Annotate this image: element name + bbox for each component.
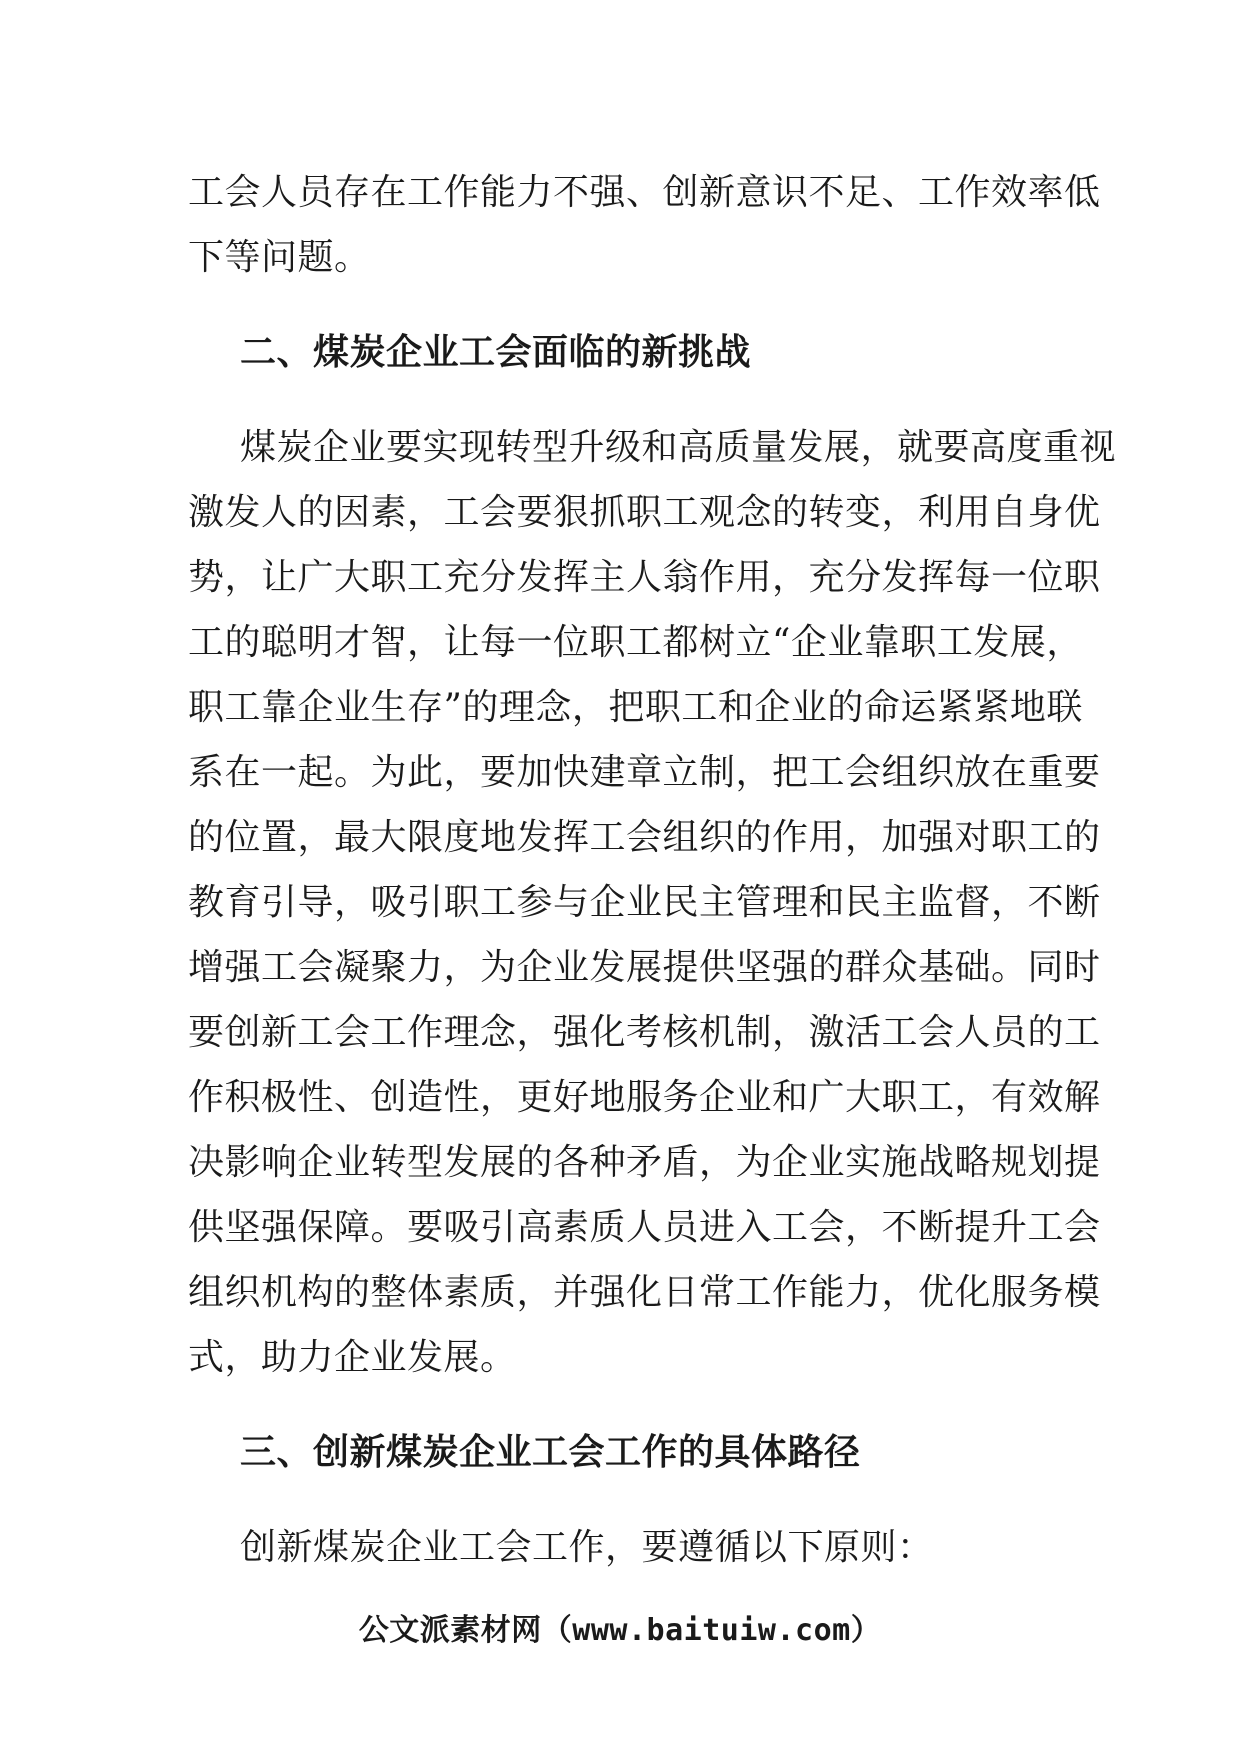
paragraph-line: 职工靠企业生存”的理念，把职工和企业的命运紧紧地联 bbox=[188, 687, 1083, 728]
document-body bbox=[188, 160, 1117, 1580]
paragraph-line: 创新煤炭企业工会工作，要遵循以下原则： bbox=[240, 1527, 934, 1568]
paragraph-line: 组织机构的整体素质，并强化日常工作能力，优化服务模 bbox=[188, 1272, 1101, 1313]
section-paragraph bbox=[188, 415, 1117, 1390]
paragraph-line: 作积极性、创造性，更好地服务企业和广大职工，有效解 bbox=[188, 1077, 1101, 1118]
footer-site-name: 公文派素材网 bbox=[358, 1613, 542, 1648]
footer-watermark bbox=[0, 1605, 1240, 1649]
section-heading: 二、煤炭企业工会面临的新挑战 bbox=[240, 332, 752, 373]
paragraph-line: 系在一起。为此，要加快建章立制，把工会组织放在重要 bbox=[188, 752, 1101, 793]
paragraph-line: 势，让广大职工充分发挥主人翁作用，充分发挥每一位职 bbox=[188, 557, 1101, 598]
paragraph-line: 式，助力企业发展。 bbox=[188, 1337, 517, 1378]
paragraph-line: 工的聪明才智，让每一位职工都树立“企业靠职工发展， bbox=[188, 622, 1083, 663]
paragraph-line: 增强工会凝聚力，为企业发展提供坚强的群众基础。同时 bbox=[188, 947, 1101, 988]
paragraph-line: 的位置，最大限度地发挥工会组织的作用，加强对职工的 bbox=[188, 817, 1101, 858]
paragraph-line: 煤炭企业要实现转型升级和高质量发展，就要高度重视 bbox=[240, 427, 1117, 468]
footer-url: （www.baituiw.com） bbox=[541, 1613, 882, 1648]
paragraph-line: 激发人的因素，工会要狠抓职工观念的转变，利用自身优 bbox=[188, 492, 1101, 533]
section-heading: 三、创新煤炭企业工会工作的具体路径 bbox=[240, 1432, 861, 1473]
paragraph-line: 决影响企业转型发展的各种矛盾，为企业实施战略规划提 bbox=[188, 1142, 1101, 1183]
paragraph-line: 工会人员存在工作能力不强、创新意识不足、工作效率低 bbox=[188, 172, 1101, 213]
paragraph-line: 供坚强保障。要吸引高素质人员进入工会，不断提升工会 bbox=[188, 1207, 1101, 1248]
paragraph-line: 要创新工会工作理念，强化考核机制，激活工会人员的工 bbox=[188, 1012, 1101, 1053]
paragraph-line: 下等问题。 bbox=[188, 237, 371, 278]
paragraph-line: 教育引导，吸引职工参与企业民主管理和民主监督，不断 bbox=[188, 882, 1101, 923]
